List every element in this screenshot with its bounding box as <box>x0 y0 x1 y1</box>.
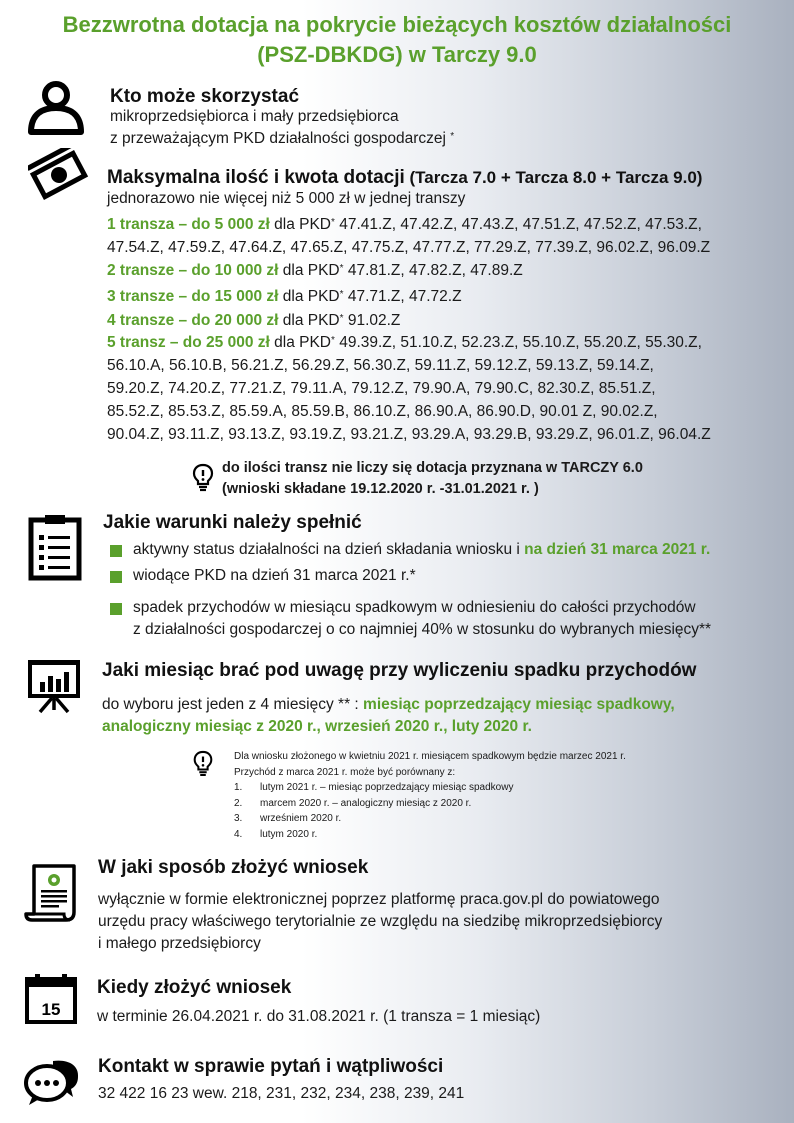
how-heading: W jaki sposób złożyć wniosek <box>98 857 369 878</box>
who-line-1: mikroprzedsiębiorca i mały przedsiębiorca <box>110 108 399 125</box>
calendar-day: 15 <box>41 1000 61 1019</box>
month-heading: Jaki miesiąc brać pod uwagę przy wyliczeniu spadku przychodów <box>102 660 697 681</box>
amount-heading: Maksymalna ilość i kwota dotacji (Tarcza 7.0 + Tarcza 8.0 + Tarcza 9.0) <box>107 167 703 188</box>
when-line-1: w terminie 26.04.2021 r. do 31.08.2021 r. (1 transza = 1 miesiąc) <box>97 1008 541 1025</box>
list-item: 3. wrześniem 2020 r. <box>234 813 342 824</box>
contact-phone: 32 422 16 23 wew. 218, 231, 232, 234, 238, 239, 241 <box>98 1085 465 1102</box>
title-line-2: (PSZ-DBKDG) w Tarczy 9.0 <box>257 42 537 67</box>
chat-bubbles-icon <box>23 1055 81 1107</box>
month-line-2: analogiczny miesiąc z 2020 r., wrzesień 2020 r., luty 2020 r. <box>102 718 532 735</box>
contact-heading: Kontakt w sprawie pytań i wątpliwości <box>98 1056 444 1077</box>
bullet-square <box>110 545 122 557</box>
month-line-1: do wyboru jest jeden z 4 miesięcy ** : miesiąc poprzedzający miesiąc spadkowy, <box>102 696 675 713</box>
tranche-4: 4 transze – do 20 000 zł dla PKD* 91.02.Z <box>107 312 401 329</box>
presentation-chart-icon <box>26 658 82 714</box>
who-heading: Kto może skorzystać <box>110 86 300 107</box>
calendar-icon <box>24 973 78 1025</box>
list-item: 4. lutym 2020 r. <box>234 828 318 840</box>
conditions-heading: Jakie warunki należy spełnić <box>103 512 362 533</box>
tranche-2: 2 transze – do 10 000 zł dla PKD* 47.81.Z, 47.82.Z, 47.89.Z <box>107 262 523 279</box>
document-certificate-icon <box>24 862 84 924</box>
amount-intro: jednorazowo nie więcej niż 5 000 zł w jednej transzy <box>107 190 466 207</box>
tranche-5-codes-4: 90.04.Z, 93.11.Z, 93.13.Z, 93.19.Z, 93.21.Z, 93.29.A, 93.29.B, 93.29.Z, 96.01.Z, 96.04.Z <box>107 426 711 443</box>
lightbulb-icon <box>191 749 215 777</box>
how-line-2: urzędu pracy właściwego terytorialnie ze względu na siedzibę mikroprzedsiębiorcy <box>98 913 663 930</box>
lightbulb-icon <box>190 462 216 492</box>
when-heading: Kiedy złożyć wniosek <box>97 977 292 998</box>
month-note: Dla wniosku złożonego w kwietniu 2021 r. miesiącem spadkowym będzie marzec 2021 r. Przychód z marca 2021 r. może być porównany z: 1. lutym 2021 r. – miesiąc poprzedzający miesiąc spadkowy 2. marcem 2020 r. – analogiczny miesiąc z 2020 r. 3. wrześniem 2020 r. 4. lutym 2020 r. <box>234 749 626 842</box>
how-line-1: wyłącznie w formie elektronicznej poprzez platformę praca.gov.pl do powiatowego <box>98 891 660 908</box>
who-line-2: z przeważającym PKD działalności gospodarczej * <box>110 130 455 147</box>
title-line-1: Bezzwrotna dotacja na pokrycie bieżących kosztów działalności <box>62 12 732 37</box>
list-item: 1. lutym 2021 r. – miesiąc poprzedzający miesiąc spadkowy <box>234 782 514 793</box>
tranche-5: 5 transz – do 25 000 zł dla PKD* 49.39.Z, 51.10.Z, 52.23.Z, 55.10.Z, 55.20.Z, 55.30.Z, <box>107 334 702 351</box>
list-item: 2. marcem 2020 r. – analogiczny miesiąc z 2020 r. <box>234 797 472 809</box>
tranche-1: 1 transza – do 5 000 zł dla PKD* 47.41.Z, 47.42.Z, 47.43.Z, 47.51.Z, 47.52.Z, 47.53.Z, <box>107 216 702 233</box>
tranche-5-codes-1: 56.10.A, 56.10.B, 56.21.Z, 56.29.Z, 56.30.Z, 59.11.Z, 59.12.Z, 59.13.Z, 59.14.Z, <box>107 357 654 374</box>
page-title <box>0 10 794 70</box>
bullet-square <box>110 571 122 583</box>
how-line-3: i małego przedsiębiorcy <box>98 935 261 952</box>
bullet-square <box>110 603 122 615</box>
tranche-5-codes-3: 85.52.Z, 85.53.Z, 85.59.A, 85.59.B, 86.10.Z, 86.90.A, 86.90.D, 90.01 Z, 90.02.Z, <box>107 403 658 420</box>
condition-3-line-2: z działalności gospodarczej o co najmniej 40% w stosunku do wybranych miesięcy** <box>133 621 712 638</box>
condition-3-line-1: spadek przychodów w miesiącu spadkowym w odniesieniu do całości przychodów <box>133 599 696 616</box>
clipboard-checklist-icon <box>27 513 83 581</box>
tranche-5-codes-2: 59.20.Z, 74.20.Z, 77.21.Z, 79.11.A, 79.12.Z, 79.90.A, 79.90.C, 82.30.Z, 85.51.Z, <box>107 380 656 397</box>
tranche-note: do ilości transz nie liczy się dotacja przyznana w TARCZY 6.0 (wnioski składane 19.12.2020 r. -31.01.2021 r. ) <box>222 460 643 497</box>
tranche-3: 3 transze – do 15 000 zł dla PKD* 47.71.Z, 47.72.Z <box>107 288 462 305</box>
condition-2: wiodące PKD na dzień 31 marca 2021 r.* <box>133 567 416 584</box>
condition-1: aktywny status działalności na dzień składania wniosku i na dzień 31 marca 2021 r. <box>133 541 711 558</box>
money-icon <box>28 148 90 202</box>
users-icon <box>26 80 86 136</box>
tranche-1-codes: 47.54.Z, 47.59.Z, 47.64.Z, 47.65.Z, 47.75.Z, 47.77.Z, 77.29.Z, 77.39.Z, 96.02.Z, 96.09.Z <box>107 239 711 256</box>
